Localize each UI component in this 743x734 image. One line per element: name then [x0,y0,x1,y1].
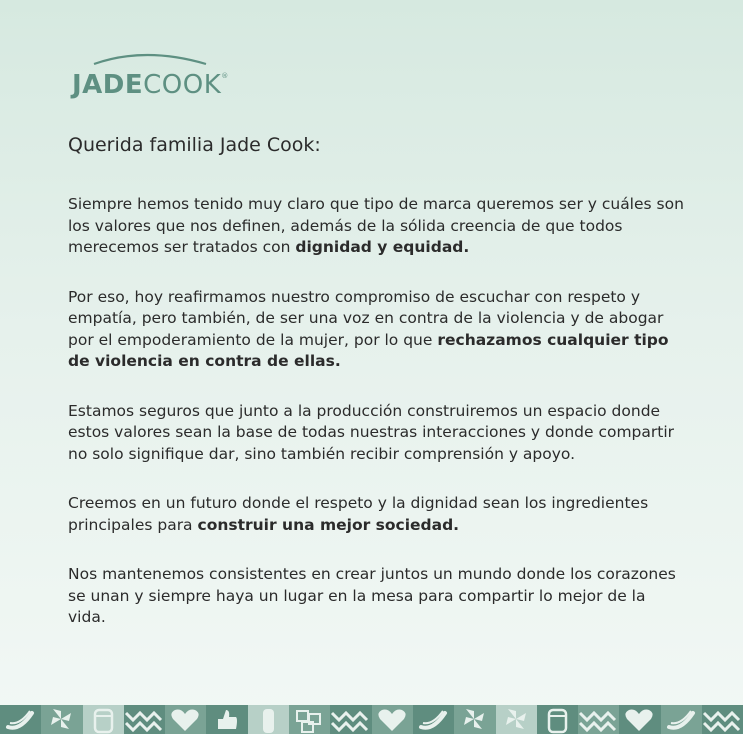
pattern-tile [372,705,413,734]
paragraph-emphasis: rechazamos cualquier tipo de violencia en contra de ellas. [68,330,669,370]
banana-icon [0,705,41,734]
bottle-icon [248,705,289,734]
pattern-tile [619,705,660,734]
chevron-icon [702,705,743,734]
brand-logo [70,48,240,98]
pattern-tile [578,705,619,734]
chevron-icon [330,705,371,734]
logo-light-text: COOK [143,70,222,100]
pattern-tile [496,705,537,734]
pattern-tile [413,705,454,734]
cubes-icon [289,705,330,734]
thumbs-up-icon [206,705,247,734]
pattern-tile [41,705,82,734]
pattern-tile [0,705,41,734]
pattern-tile [124,705,165,734]
pattern-tile [206,705,247,734]
paragraph-text: Por eso, hoy reafirmamos nuestro compromiso de escuchar con respeto y empatía, pero también, de ser una voz en contra de la violencia y de abogar por el empoderamiento de la mujer, por lo que [68,287,664,349]
banana-icon [413,705,454,734]
pinwheel-icon [41,705,82,734]
letter-paragraph [68,493,688,536]
paragraph-text: Creemos en un futuro donde el respeto y la dignidad sean los ingredientes principales para [68,494,649,534]
pinwheel-icon [454,705,495,734]
pattern-tile [289,705,330,734]
heart-icon [619,705,660,734]
paragraph-emphasis: dignidad y equidad. [295,238,470,256]
chevron-icon [578,705,619,734]
jar-icon [537,705,578,734]
pattern-tile [661,705,702,734]
pattern-tile [330,705,371,734]
letter-paragraph [68,564,688,629]
letter-body [68,134,688,657]
logo-bold-text: JADE [72,70,144,100]
letter-paragraph [68,401,688,466]
paragraph-emphasis: construir una mejor sociedad. [197,515,460,534]
logo-wordmark [72,70,229,100]
heart-icon [165,705,206,734]
decorative-pattern-band [0,705,743,734]
paragraph-text: Siempre hemos tenido muy claro que tipo de marca queremos ser y cuáles son los valores que nos definen, además de la sólida creencia de que todos merecemos ser tratados con [68,195,684,256]
chevron-icon [124,705,165,734]
paragraph-text: Estamos seguros que junto a la producción construiremos un espacio donde estos valores sean la base de todas nuestras interacciones y donde compartir no solo signifique dar, sino también recibir comprensión y apoyo. [68,401,675,463]
pattern-tile [248,705,289,734]
pattern-tile [83,705,124,734]
banana-icon [661,705,702,734]
letter-greeting: Querida familia Jade Cook: [68,134,321,156]
pattern-tile [165,705,206,734]
jar-icon [83,705,124,734]
letter-paragraph [68,287,688,373]
paragraph-text: Nos mantenemos consistentes en crear juntos un mundo donde los corazones se unan y siempre haya un lugar en la mesa para compartir lo mejor de la vida. [68,565,676,626]
heart-icon [372,705,413,734]
letter-paragraph [68,194,688,259]
registered-mark: ® [221,72,229,80]
pinwheel-icon [496,705,537,734]
pattern-tile [454,705,495,734]
pattern-tile [537,705,578,734]
pattern-tile [702,705,743,734]
